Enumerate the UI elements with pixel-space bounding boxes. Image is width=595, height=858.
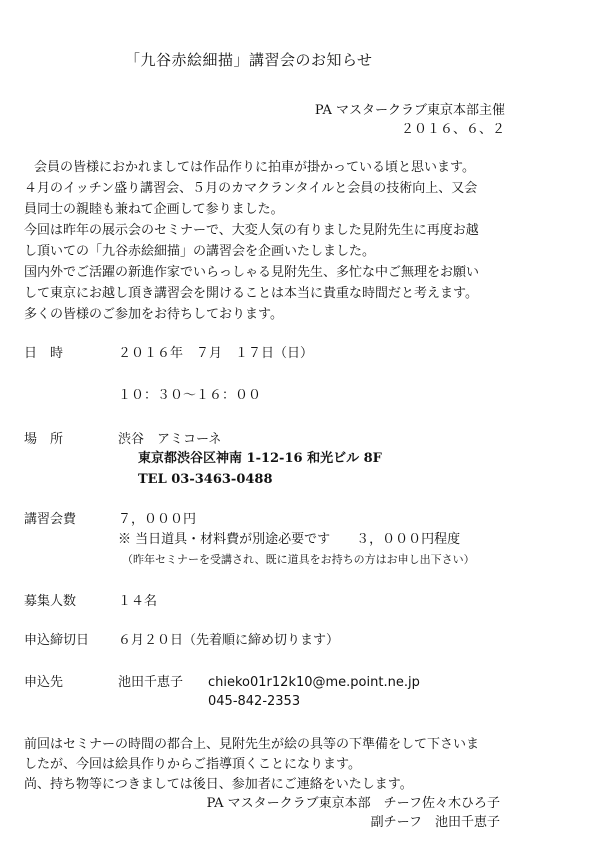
intro-line-7: して東京にお越し頂き講習会を開けることは本当に貴重な時間だと考えます。 [24,286,478,301]
intro-line-3: 員同士の親睦も兼ねて企画して参りました。 [24,202,284,217]
venue-label: 場 所 [24,432,64,447]
intro-line-1: 会員の皆様におかれましては作品作りに拍車が掛かっている頃と思います。 [34,160,475,175]
fee-amount: ７，０００円 [118,512,197,527]
venue-address: 東京都渋谷区神南 1-12-16 和光ビル 8F [138,451,382,466]
contact-phone: 045-842-2353 [208,694,301,709]
closing-line-2: したが、今回は絵具作りからご指導頂くことになります。 [24,757,361,772]
intro-line-6: 国内外でご活躍の新進作家でいらっしゃる見附先生、多忙な中ご無理をお願い [24,265,480,280]
event-time: １０：３０〜１６：００ [118,388,262,403]
contact-label: 申込先 [24,675,64,690]
intro-line-5: し頂いての「九谷赤絵細描」の講習会を企画いたしました。 [24,244,376,259]
organizer: PA マスタークラブ東京本部主催 [314,103,505,118]
deadline-label: 申込締切日 [24,633,90,648]
signature-line-2: 副チーフ 池田千恵子 [370,815,500,830]
fee-note: ※ 当日道具・材料費が別途必要です ３，０００円程度 [118,532,461,547]
fee-label: 講習会費 [24,512,77,527]
intro-line-2: ４月のイッチン盛り講習会、５月のカマクランタイルと会員の技術向上、又会 [24,181,478,196]
signature-line-1: PA マスタークラブ東京本部 チーフ佐々木ひろ子 [206,796,500,811]
venue-phone: TEL 03-3463-0488 [138,472,273,487]
deadline-value: ６月２０日（先着順に締め切ります） [118,633,340,648]
closing-line-3: 尚、持ち物等につきましては後日、参加者にご連絡をいたします。 [24,777,413,792]
contact-name: 池田千恵子 [118,675,184,690]
datetime-label: 日 時 [24,346,64,361]
capacity-label: 募集人数 [24,594,77,609]
capacity-value: １４名 [118,594,158,609]
intro-line-4: 今回は昨年の展示会のセミナーで、大変人気の有りました見附先生に再度お越 [24,223,479,238]
event-date: ２０１６年 ７月 １７日（日） [118,346,314,361]
intro-line-8: 多くの皆様のご参加をお待ちしております。 [24,307,283,322]
contact-email[interactable]: chieko01r12k10@me.point.ne.jp [208,675,420,690]
fee-subnote: （昨年セミナーを受講され、既に道具をお持ちの方はお申し出下さい） [122,553,475,566]
venue-name: 渋谷 アミコーネ [118,432,222,447]
page-title: 「九谷赤絵細描」講習会のお知らせ [125,51,373,69]
closing-line-1: 前回はセミナーの時間の都合上、見附先生が絵の具等の下準備をして下さいま [24,737,480,752]
document-date: ２０１６、６、２ [400,122,505,137]
